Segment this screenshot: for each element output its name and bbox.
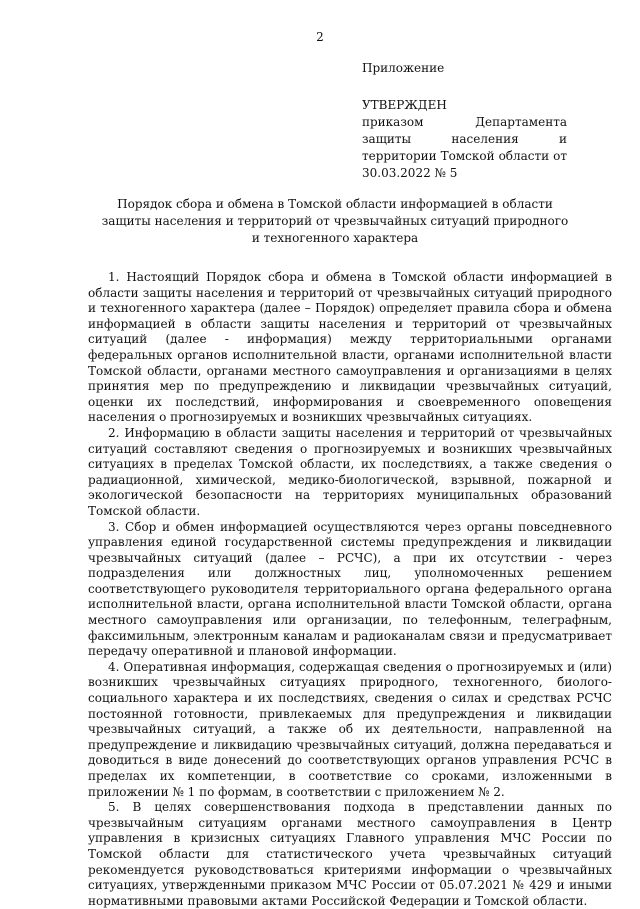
- approval-text: приказом Департамента защиты населения и территории Томской области от 30.03.2022 № 5: [362, 115, 567, 180]
- appendix-block: [362, 60, 567, 182]
- appendix-label: Приложение: [362, 61, 445, 75]
- paragraph-2: 2. Информацию в области защиты населения и территорий от чрезвычайных ситуаций составляют сведения о прогнозируемых и возникших чрезвычайных ситуациях в пределах Томской области, их последствиях, а также сведения о радиационной, химической, медико-биологической, взрывной, пожарной и экологической безопасности на территориях муниципальных образований Томской области.: [88, 425, 612, 518]
- paragraph-3: 3. Сбор и обмен информацией осуществляются через органы повседневного управления единой государственной системы предупреждения и ликвидации чрезвычайных ситуаций (далее – РСЧС), а при их отсутствии - через подразделения или должностных лиц, уполномоченных решением соответствующего руководителя территориального органа федерального органа исполнительной власти, органа исполнительной власти Томской области, органа местного самоуправления или организации, по телефонным, телеграфным, факсимильным, электронным каналам и радиоканалам связи и предусматривает передачу оперативной и плановой информации.: [88, 519, 612, 659]
- paragraph-5: 5. В целях совершенствования подхода в представлении данных по чрезвычайным ситуациям органами местного самоуправления в Центр управления в кризисных ситуациях Главного управления МЧС России по Томской области для статистического учета чрезвычайных ситуаций рекомендуется руководствоваться критериями информации о чрезвычайных ситуациях, утвержденными приказом МЧС России от 05.07.2021 № 429 и иными нормативными правовыми актами Российской Федерации и Томской области.: [88, 800, 612, 908]
- paragraph-1: 1. Настоящий Порядок сбора и обмена в Томской области информацией в области защиты населения и территорий от чрезвычайных ситуаций природного и техногенного характера (далее – Порядок) определяет правила сбора и обмена информацией в области защиты населения и территорий от чрезвычайных ситуаций (далее - информация) между территориальными органами федеральных органов исполнительной власти, органами исполнительной власти Томской области, органами местного самоуправления и организациями в целях принятия мер по предупреждению и ликвидации чрезвычайных ситуаций, оценки их последствий, информирования и своевременного оповещения населения о прогнозируемых и возникших чрезвычайных ситуациях.: [88, 270, 612, 425]
- document-body: [88, 270, 612, 909]
- page-number: 2: [316, 30, 324, 44]
- approved-label: УТВЕРЖДЕН: [362, 98, 447, 112]
- paragraph-4: 4. Оперативная информация, содержащая сведения о прогнозируемых и (или) возникших чрезвычайных ситуациях природного, техногенного, биолого-социального характера и их последствиях, сведения о силах и средствах РСЧС постоянной готовности, привлекаемых для предупреждения и ликвидации чрезвычайных ситуаций, а также об их деятельности, направленной на предупреждение и ликвидацию чрезвычайных ситуаций, должна передаваться и доводиться в виде донесений до соответствующих органов управления РСЧС в пределах их компетенции, в соответствие со сроками, изложенными в приложении № 1 по формам, в соответствии с приложением № 2.: [88, 659, 612, 799]
- document-title: Порядок сбора и обмена в Томской области информацией в области защиты населения и территорий от чрезвычайных ситуаций природного и техногенного характера: [101, 197, 569, 245]
